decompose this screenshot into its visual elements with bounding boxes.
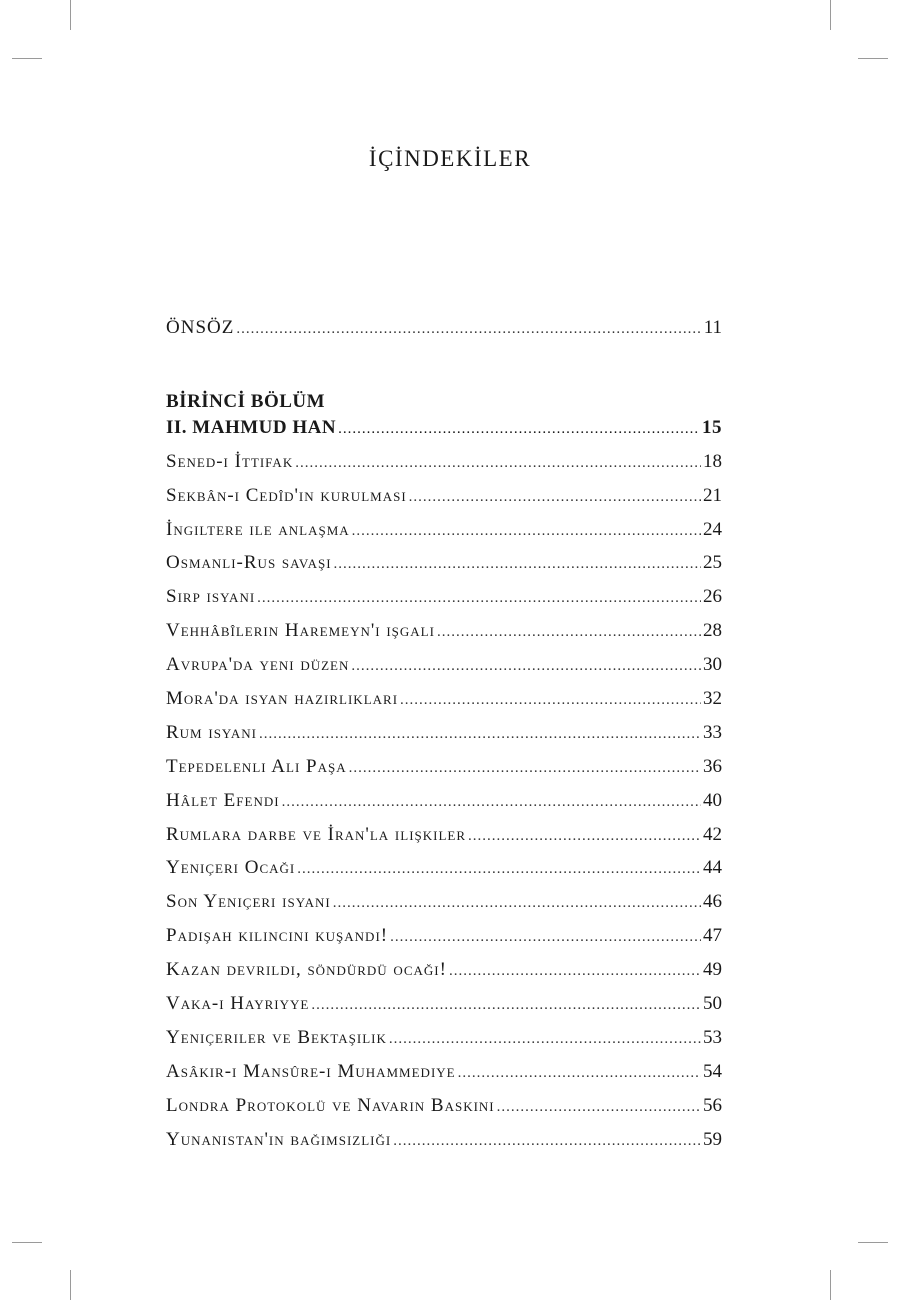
toc-entry-title: Vehhâbîlerin Haremeyn'i işgali [166, 620, 435, 642]
toc-entry-page: 42 [703, 823, 722, 845]
toc-entry-title: Rum isyanı [166, 721, 257, 743]
toc-entry[interactable] [166, 857, 722, 891]
crop-mark [70, 1270, 71, 1300]
toc-leader-dots [497, 1099, 701, 1116]
toc-leader-dots [259, 726, 701, 743]
toc-leader-dots [390, 929, 701, 946]
toc-entry-title: Asâkir-i Mansûre-i Muhammediye [166, 1060, 456, 1082]
toc-leader-dots [311, 997, 701, 1014]
toc-entry[interactable] [166, 519, 722, 553]
toc-entry-page: 21 [703, 484, 722, 506]
toc-entry-page: 18 [703, 450, 722, 472]
toc-entry[interactable] [166, 451, 722, 485]
toc-entry-title: Tepedelenli Ali Paşa [166, 755, 347, 777]
toc-leader-dots [449, 963, 701, 980]
crop-mark [12, 1242, 42, 1243]
toc-entry-title: İngiltere ile anlaşma [166, 518, 350, 540]
toc-entry[interactable] [166, 722, 722, 756]
toc-entry-title: Son Yeniçeri isyanı [166, 891, 331, 913]
toc-entry-page: 11 [703, 317, 722, 338]
crop-mark [830, 0, 831, 30]
part-label: BİRİNCİ BÖLÜM [166, 390, 326, 412]
toc-entry-title: Hâlet Efendi [166, 789, 280, 811]
toc-entry[interactable] [166, 756, 722, 790]
toc-entry[interactable] [166, 925, 722, 959]
toc-leader-dots [338, 421, 700, 438]
crop-mark [12, 58, 42, 59]
toc-leader-dots [409, 489, 701, 506]
toc-leader-dots [352, 523, 701, 540]
toc-entry-title: Vaka-i Hayriyye [166, 993, 310, 1015]
toc-leader-dots [236, 321, 701, 338]
toc-entry-title: Londra Protokolü ve Navarin Baskını [166, 1094, 495, 1116]
toc-entry-page: 40 [703, 789, 722, 811]
toc-entry-title: Osmanlı-Rus savaşı [166, 552, 332, 574]
toc-entry[interactable] [166, 1027, 722, 1061]
toc-entry[interactable] [166, 688, 722, 722]
toc-entry-title: Sekbân-ı Cedîd'in kurulması [166, 484, 407, 506]
toc-leader-dots [282, 794, 701, 811]
toc-entry-title: Rumlara darbe ve İran'la ilişkiler [166, 823, 467, 845]
toc-entry-page: 24 [703, 518, 722, 540]
toc-entry-title: Sırp isyanı [166, 586, 256, 608]
toc-entry[interactable] [166, 959, 722, 993]
toc-entry-preface[interactable] [166, 317, 722, 351]
toc-leader-dots [393, 1133, 701, 1150]
toc-leader-dots [334, 556, 701, 573]
toc-entry-page: 56 [703, 1094, 722, 1116]
toc-leader-dots [333, 895, 701, 912]
toc-entry-title: Padişah kılıncını kuşandı! [166, 925, 389, 947]
toc-entry[interactable] [166, 1129, 722, 1163]
toc-entry-page: 59 [703, 1128, 722, 1150]
crop-mark [858, 58, 888, 59]
toc-entry[interactable] [166, 1095, 722, 1129]
toc-entry-page: 36 [703, 755, 722, 777]
toc-entry-page: 32 [703, 688, 722, 710]
toc-leader-dots [437, 624, 701, 641]
toc-entry-page: 30 [703, 654, 722, 676]
toc-entry-page: 47 [703, 925, 722, 947]
toc-leader-dots [468, 828, 701, 845]
toc-entry-page: 28 [703, 620, 722, 642]
toc-entry-title: Yunanistan'ın bağımsızlığı [166, 1128, 392, 1150]
toc-entry-title: Avrupa'da yeni düzen [166, 654, 350, 676]
toc-entry-part[interactable] [166, 417, 722, 451]
crop-mark [830, 1270, 831, 1300]
toc-entry-title: Sened-i İttifak [166, 450, 294, 472]
toc-entry-page: 46 [703, 891, 722, 913]
toc-entry-page: 50 [703, 993, 722, 1015]
toc-leader-dots [295, 455, 701, 472]
toc-leader-dots [349, 760, 701, 777]
toc-entry[interactable] [166, 1061, 722, 1095]
toc-entry[interactable] [166, 586, 722, 620]
toc-entry-page: 26 [703, 586, 722, 608]
toc-entry[interactable] [166, 654, 722, 688]
toc-entry[interactable] [166, 824, 722, 858]
toc-leader-dots [389, 1031, 701, 1048]
toc-entry[interactable] [166, 620, 722, 654]
toc-entry[interactable] [166, 485, 722, 519]
toc-entry-title: ÖNSÖZ [166, 317, 235, 338]
crop-mark [70, 0, 71, 30]
toc-entry[interactable] [166, 891, 722, 925]
toc-entry-title: II. MAHMUD HAN [166, 416, 337, 438]
toc-entry[interactable] [166, 790, 722, 824]
toc-entry-page: 25 [703, 552, 722, 574]
toc-entry-page: 49 [703, 959, 722, 981]
toc-entry-title: Kazan devrildi, söndürdü ocağı! [166, 959, 447, 981]
table-of-contents [166, 317, 722, 1162]
toc-entry-list [166, 451, 722, 1163]
toc-entry-title: Yeniçeri Ocağı [166, 857, 296, 879]
toc-entry-page: 54 [703, 1060, 722, 1082]
toc-leader-dots [297, 861, 701, 878]
toc-entry-page: 53 [703, 1026, 722, 1048]
toc-entry[interactable] [166, 552, 722, 586]
toc-leader-dots [400, 692, 701, 709]
toc-entry-title: Mora'da isyan hazırlıkları [166, 688, 399, 710]
toc-leader-dots [257, 590, 701, 607]
page-title: İÇİNDEKİLER [368, 146, 532, 171]
toc-entry-page: 15 [702, 416, 722, 438]
toc-entry-page: 33 [703, 721, 722, 743]
toc-entry-title: Yeniçeriler ve Bektaşilik [166, 1026, 387, 1048]
crop-mark [858, 1242, 888, 1243]
toc-leader-dots [458, 1065, 701, 1082]
toc-leader-dots [351, 658, 701, 675]
toc-entry-page: 44 [703, 857, 722, 879]
toc-entry[interactable] [166, 993, 722, 1027]
